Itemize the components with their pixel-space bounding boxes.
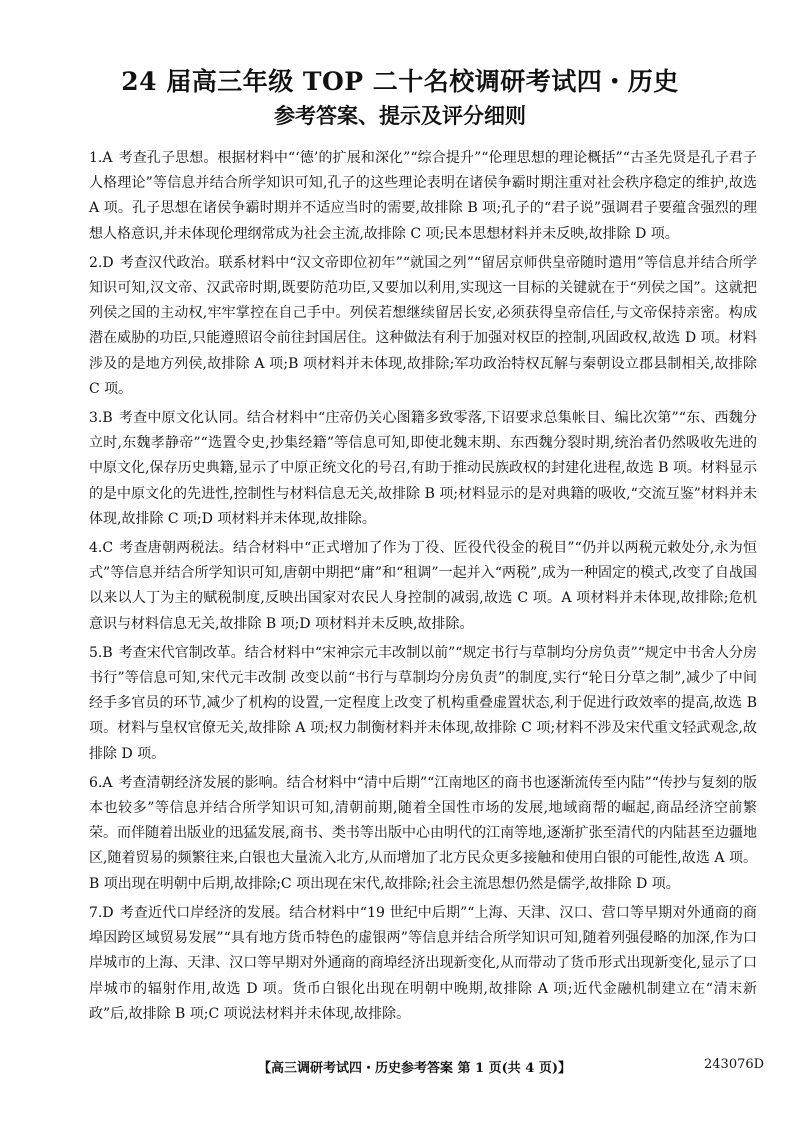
item-answer: A <box>102 774 113 791</box>
item-number: 3. <box>89 410 103 427</box>
item-explanation: 考查近代口岸经济的发展。结合材料中“19 世纪中后期”“上海、天津、汉口、营口等早期对外通商的商埠因跨区域贸易发展”“具有地方货币特色的虚银两”等信息并结合所学知识可知,随着列强侵略的加深,作为口岸城市的上海、天津、汉口等早期对外通商的商埠经济出现新变化,从而带动了货币形式出现新变化,显示了口岸城市的辐射作用,故选 D 项。货币白银化出现在明朝中晚期,故排除 A 项;近代金融机制建立在“清末新政”后,故排除 B 项;C 项说法材料并未体现,故排除。 <box>89 904 757 1022</box>
answer-item-3 <box>89 406 757 532</box>
item-explanation: 考查中原文化认同。结合材料中“庄帝仍关心图籍多致零落,下诏要求总集帐目、编比次第”“东、西魏分立时,东魏孝静帝”“选置令史,抄集经籍”等信息可知,即使北魏末期、东西魏分裂时期,统治者仍然吸收先进的中原文化,保存历史典籍,显示了中原正统文化的号召,有助于推动民族政权的封建化进程,故选 B 项。材料显示的是中原文化的先进性,控制性与材料信息无关,故排除 B 项;材料显示的是对典籍的吸收,“交流互鉴”材料并未体现,故排除 C 项;D 项材料并未体现,故排除。 <box>89 410 757 527</box>
item-explanation: 考查孔子思想。根据材料中“‘德’的扩展和深化”“综合提升”“伦理思想的理论概括”“古圣先贤是孔子君子人格理论”等信息并结合所学知识可知,孔子的这些理论表明在诸侯争霸时期注重对社会秩序稳定的维护,故选 A 项。孔子思想在诸侯争霸时期并不适应当时的需要,故排除 B 项;孔子的“君子说”强调君子要蕴含强烈的理想人格意识,并未体现伦理纲常成为社会主流,故排除 C 项;民本思想材料并未反映,故排除 D 项。 <box>89 150 757 242</box>
item-explanation: 考查宋代官制改革。结合材料中“宋神宗元丰改制以前”“规定书行与草制均分房负责”“规定中书舍人分房书行”等信息可知,宋代元丰改制 改变以前“书行与草制均分房负责”的制度,实行“轮日分草之制”,减少了中间经手多官员的环节,减少了机构的设置,一定程度上改变了机构重叠虚置状态,利于促进行政效率的提高,故选 B 项。材料与皇权官僚无关,故排除 A 项;权力制衡材料并未体现,故排除 C 项;材料不涉及宋代重文轻武观念,故排除 D 项。 <box>89 644 757 762</box>
answer-item-5 <box>89 641 757 767</box>
item-answer: D <box>102 904 114 921</box>
answer-item-1 <box>89 146 757 247</box>
item-answer: B <box>102 644 113 661</box>
item-answer: C <box>102 540 114 557</box>
item-answer: D <box>102 254 114 271</box>
item-answer: A <box>102 150 113 166</box>
page-title: 24 届高三年级 TOP 二十名校调研考试四・历史 <box>121 67 679 96</box>
answer-item-2 <box>89 251 757 402</box>
footer-page-info: 【高三调研考试四・历史参考答案 第 1 页(共 4 页)】 <box>258 1061 572 1076</box>
item-number: 5. <box>89 644 103 661</box>
item-number: 1. <box>89 150 103 166</box>
item-number: 2. <box>89 254 103 271</box>
answer-item-6 <box>89 771 757 897</box>
page-subtitle: 参考答案、提示及评分细则 <box>274 103 526 128</box>
item-number: 7. <box>89 904 103 921</box>
footer-exam-code: 243076D <box>704 1057 765 1072</box>
item-number: 6. <box>89 774 103 791</box>
item-number: 4. <box>89 540 103 557</box>
answer-item-7 <box>89 901 757 1027</box>
item-explanation: 考查唐朝两税法。结合材料中“正式增加了作为丁役、匠役代役金的税目”“仍并以两税元敕处分,永为恒式”等信息并结合所学知识可知,唐朝中期把“庸”和“租调”一起并入“两税”,成为一种固定的模式,改变了自战国以来以人丁为主的赋税制度,反映出国家对农民人身控制的减弱,故选 C 项。A 项材料并未体现,故排除;危机意识与材料信息无关,故排除 B 项;D 项材料并未反映,故排除。 <box>89 540 757 632</box>
item-explanation: 考查汉代政治。联系材料中“汉文帝即位初年”“就国之列”“留居京师供皇帝随时遣用”等信息并结合所学知识可知,汉文帝、汉武帝时期,既要防范功臣,又要加以利用,实现这一目标的关键就在于“列侯之国”。这就把列侯之国的主动权,牢牢掌控在自己手中。列侯若想继续留居长安,必须获得皇帝信任,与文帝保持亲密。构成潜在威胁的功臣,只能遵照诏令前往封国居住。这种做法有利于加强对权臣的控制,巩固政权,故选 D 项。材料涉及的是地方列侯,故排除 A 项;B 项材料并未体现,故排除;军功政治特权瓦解与秦朝设立郡县制相关,故排除 C 项。 <box>89 254 757 397</box>
answer-list <box>89 146 757 1031</box>
answer-item-4 <box>89 536 757 637</box>
item-explanation: 考查清朝经济发展的影响。结合材料中“清中后期”“江南地区的商书也逐渐流传至内陆”“传抄与复刻的版本也较多”等信息并结合所学知识可知,清朝前期,随着全国性市场的发展,地域商帮的崛起,商品经济空前繁荣。而伴随着出版业的迅猛发展,商书、类书等出版中心由明代的江南等地,逐渐扩张至清代的内陆甚至边疆地区,随着贸易的频繁往来,白银也大量流入北方,从而增加了北方民众更多接触和使用白银的可能性,故选 A 项。B 项出现在明朝中后期,故排除;C 项出现在宋代,故排除;社会主流思想仍然是儒学,故排除 D 项。 <box>89 774 757 892</box>
item-answer: B <box>102 410 113 427</box>
